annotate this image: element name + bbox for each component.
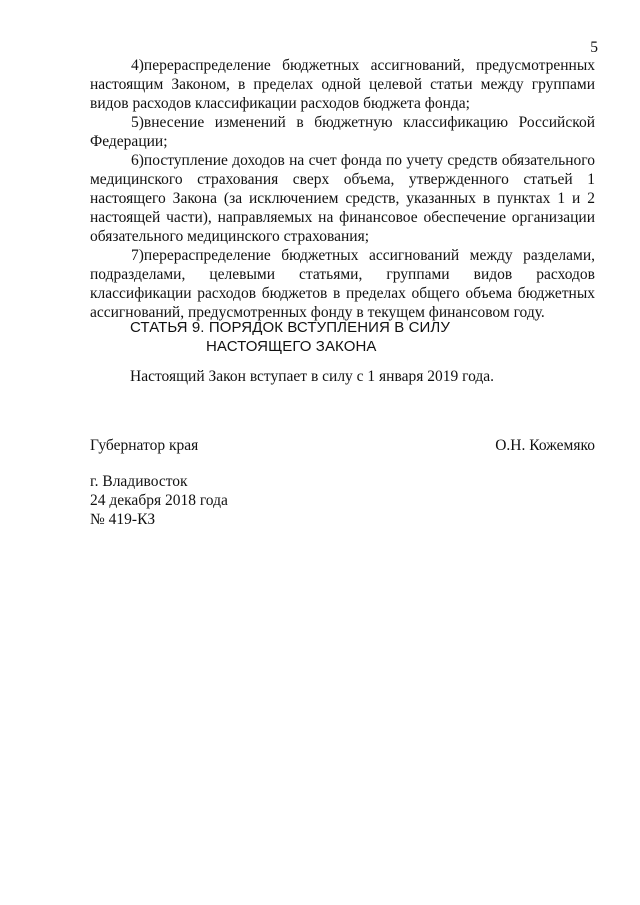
signatory-position: Губернатор края bbox=[90, 437, 199, 454]
document-footer bbox=[90, 472, 390, 529]
article-heading-line-2: НАСТОЯЩЕГО ЗАКОНА bbox=[206, 338, 377, 355]
article-9-heading bbox=[130, 318, 550, 356]
law-body-text bbox=[90, 56, 595, 322]
paragraph-item-6: 6)поступление доходов на счет фонда по учету средств обязательного медицинского страхования сверх объема, утвержденного статьей 1 настоящего Закона (за исключением средств, указанных в пунктах 1 и 2 настоящей части), направляемых на финансовое обеспечение организации обязательного медицинского страхования; bbox=[90, 152, 595, 245]
footer-city: г. Владивосток bbox=[90, 473, 188, 490]
footer-date: 24 декабря 2018 года bbox=[90, 492, 228, 509]
paragraph-item-5: 5)внесение изменений в бюджетную классификацию Российской Федерации; bbox=[90, 114, 595, 150]
article-9-statement: Настоящий Закон вступает в силу с 1 января 2019 года. bbox=[130, 368, 495, 385]
paragraph-item-4: 4)перераспределение бюджетных ассигнований, предусмотренных настоящим Законом, в пределах одной целевой статьи между группами видов расходов классификации расходов бюджета фонда; bbox=[90, 57, 595, 112]
paragraph-item-7: 7)перераспределение бюджетных ассигнований между разделами, подразделами, целевыми статьями, группами видов расходов классификации расходов бюджетов в пределах общего объема бюджетных ассигнований, предусмотренных фонду в текущем финансовом году. bbox=[90, 247, 595, 321]
signature-row bbox=[90, 436, 595, 455]
footer-law-number: № 419-КЗ bbox=[90, 511, 156, 528]
article-heading-line-1: СТАТЬЯ 9. ПОРЯДОК ВСТУПЛЕНИЯ В СИЛУ bbox=[130, 319, 450, 336]
page-number: 5 bbox=[590, 39, 598, 56]
signatory-name: О.Н. Кожемяко bbox=[495, 437, 595, 454]
